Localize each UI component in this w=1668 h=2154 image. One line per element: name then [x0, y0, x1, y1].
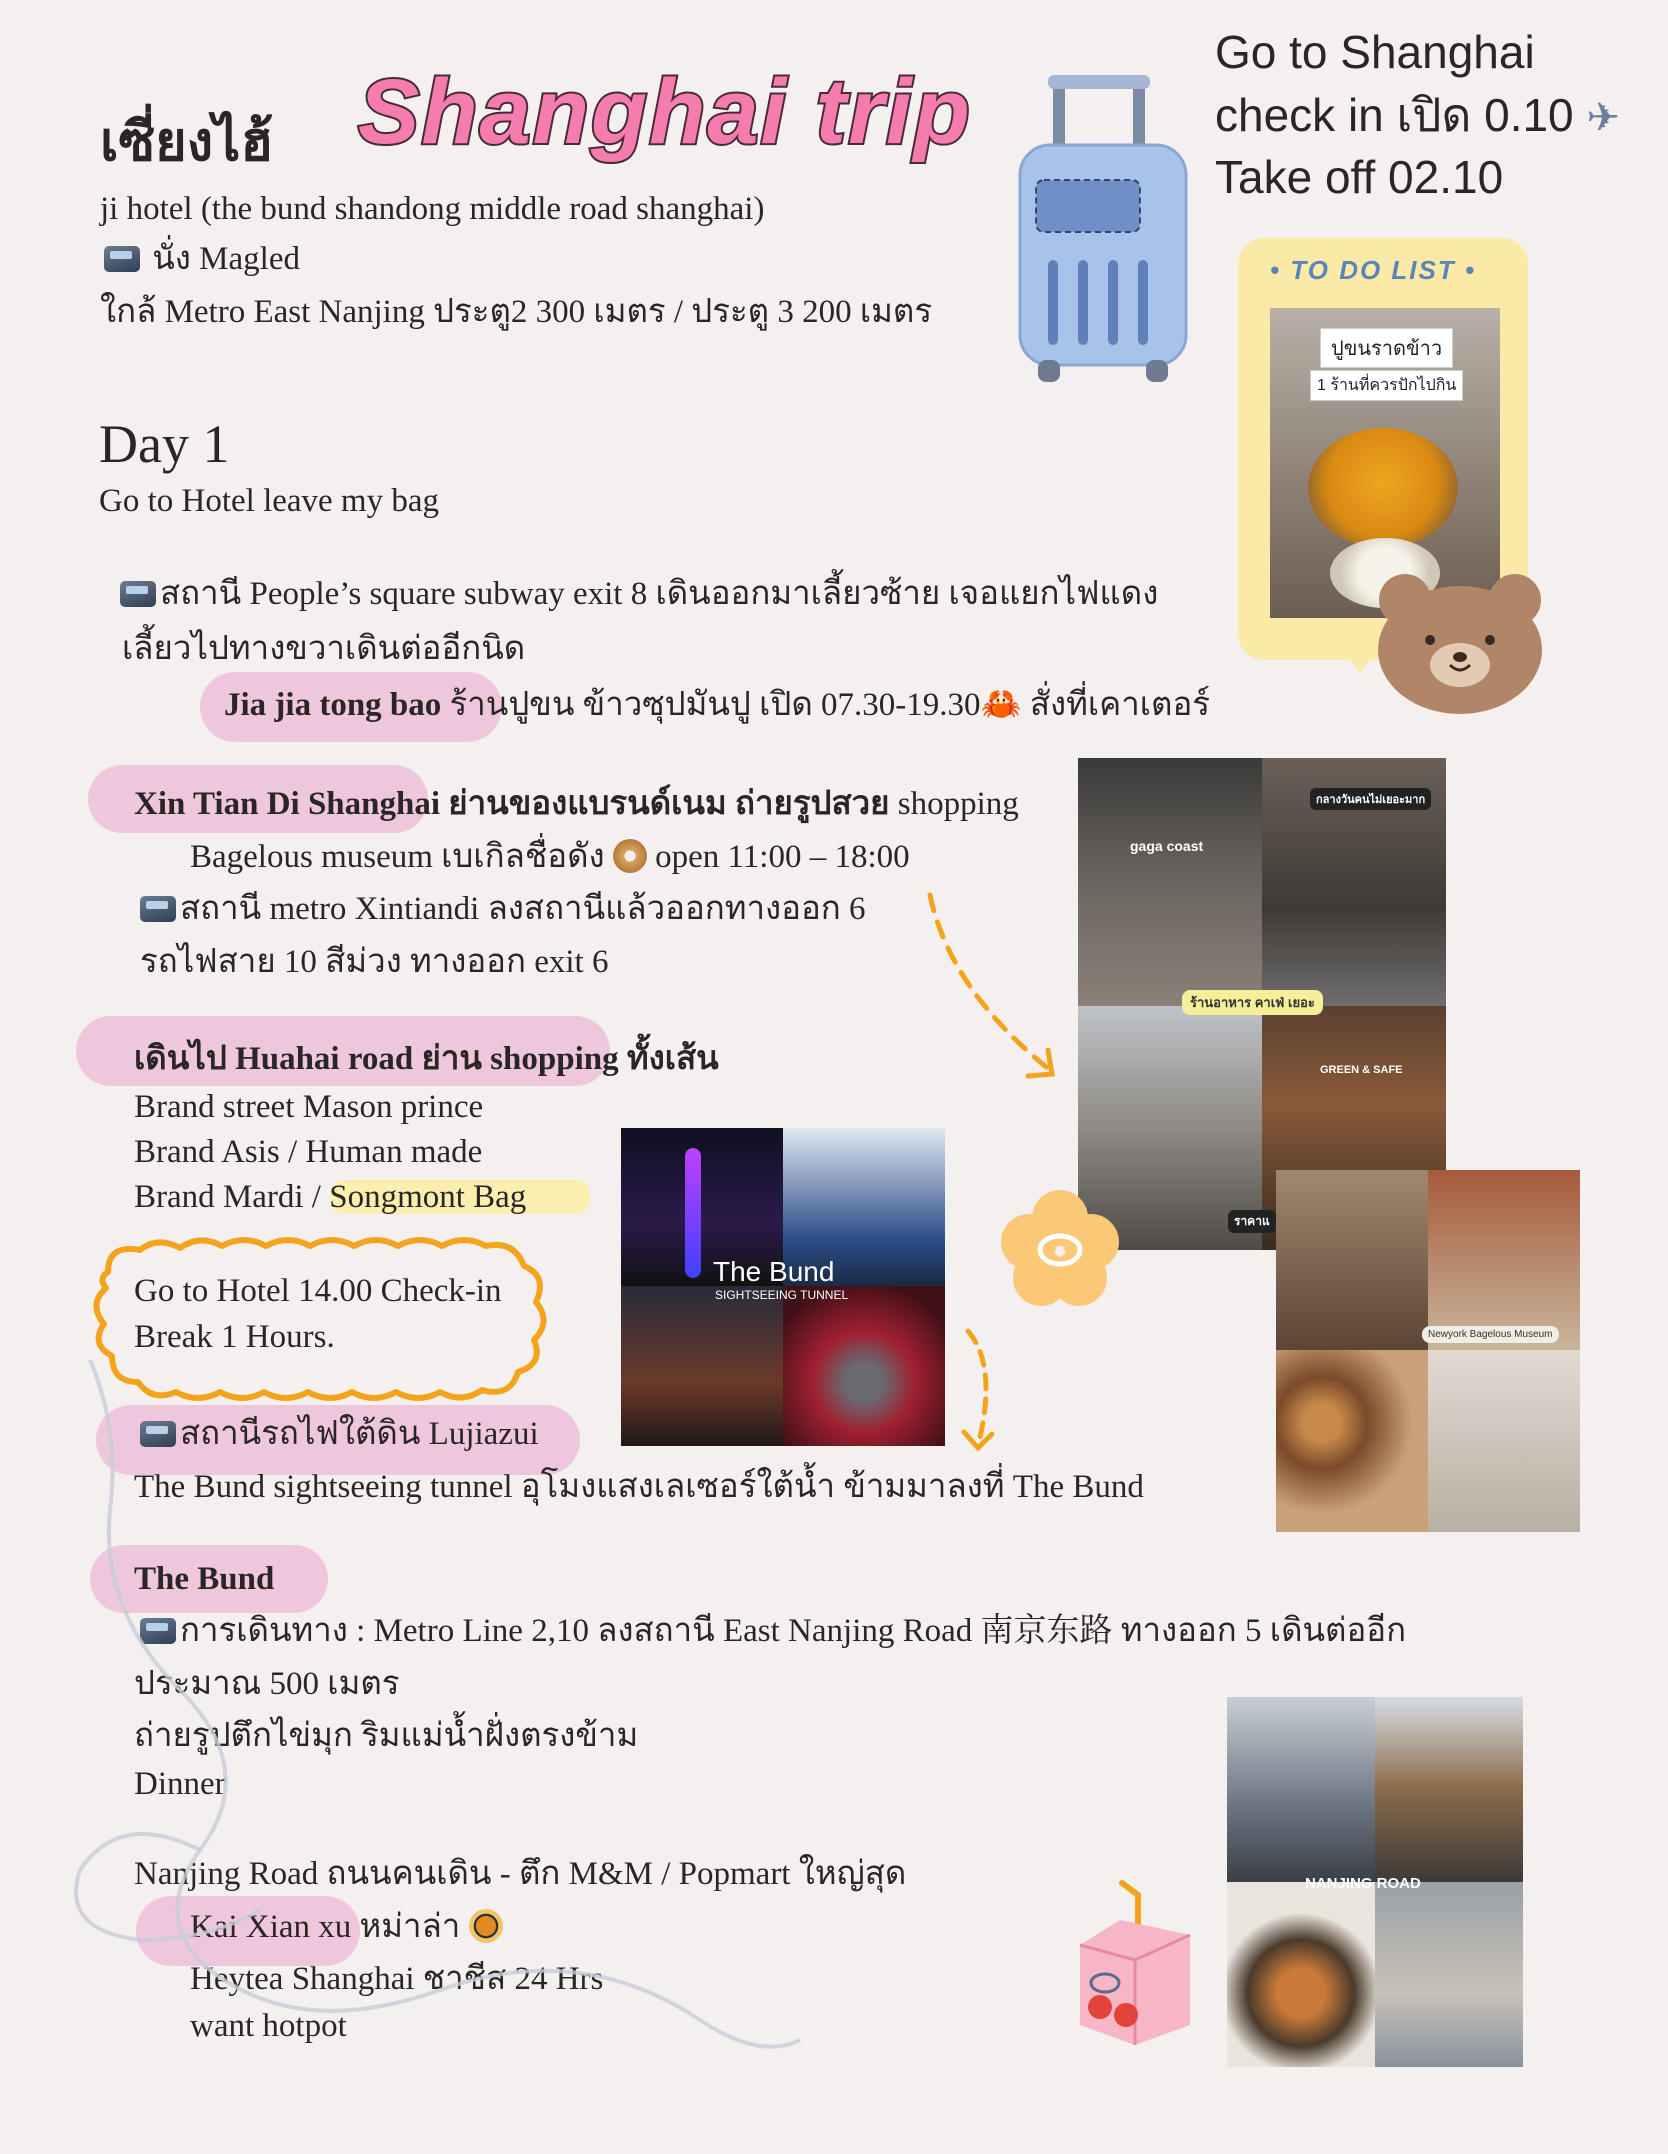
bagel-collage: [1276, 1170, 1580, 1532]
xtd-mid-label: ร้านอาหาร คาเฟ่ เยอะ: [1182, 990, 1323, 1015]
airplane-icon: ✈: [1586, 96, 1620, 140]
todo-title: • TO DO LIST •: [1270, 255, 1477, 285]
day-intro: Go to Hotel leave my bag: [99, 483, 439, 519]
todo-title-text: TO DO LIST: [1290, 255, 1456, 285]
xintiandi-tail: shopping: [897, 786, 1019, 822]
hotel-break-line2: Break 1 Hours.: [134, 1319, 335, 1355]
bagel-icon: [613, 839, 647, 873]
nanjing-line4: want hotpot: [190, 2008, 347, 2044]
metro-icon: [140, 896, 176, 922]
nanjing-label: NANJING ROAD: [1305, 1875, 1421, 1892]
xintiandi-station: สถานี metro Xintiandi ลงสถานีแล้วออกทางออก 6: [180, 891, 866, 927]
green-label: GREEN & SAFE: [1320, 1064, 1403, 1076]
xintiandi-line4: รถไฟสาย 10 สีม่วง ทางออก exit 6: [140, 944, 609, 980]
todo-card-title: ปูขนราดข้าว: [1320, 328, 1453, 368]
milk-carton-icon: [1060, 1875, 1210, 2055]
gaga-label: gaga coast: [1130, 838, 1204, 854]
xintiandi-title: Xin Tian Di Shanghai: [134, 786, 441, 822]
bagelous-hours: open 11:00 – 18:00: [655, 839, 910, 875]
bund-photo-sub: SIGHTSEEING TUNNEL: [715, 1288, 849, 1302]
day-title: Day 1: [99, 414, 230, 474]
jiajia-name: Jia jia tong bao: [224, 687, 442, 723]
metro-note: ใกล้ Metro East Nanjing ประตู2 300 เมตร / ประตู 3 200 เมตร: [100, 294, 933, 330]
flight-line-2-text: check in เปิด 0.10: [1215, 89, 1574, 141]
xintiandi-title-line: [134, 785, 1019, 825]
hotel-name: ji hotel (the bund shandong middle road shanghai): [100, 191, 765, 227]
title-script: Shanghai trip: [358, 61, 972, 163]
xintiandi-desc: ย่านของแบรนด์เนม ถ่ายรูปสวย: [448, 786, 890, 822]
bund-title: The Bund: [134, 1561, 275, 1597]
nanjing-line3: Heytea Shanghai ชาชีส 24 Hrs: [190, 1961, 604, 1997]
bear-icon: [1370, 565, 1550, 715]
kaixian-text: Kai Xian xu หม่าล่า: [190, 1909, 461, 1945]
bund-photo-title: The Bund: [713, 1256, 835, 1287]
bund-route: การเดินทาง : Metro Line 2,10 ลงสถานี East Nanjing Road 南京东路 ทางออก 5 เดินต่ออีก: [180, 1613, 1407, 1649]
bagel-label: Newyork Bagelous Museum: [1422, 1326, 1559, 1343]
nanjing-title: Nanjing Road ถนนคนเดิน - ตึก M&M / Popmart ใหญ่สุด: [134, 1856, 907, 1892]
title-thai: เซี่ยงไฮ้: [100, 112, 274, 172]
hotel-break-line1: Go to Hotel 14.00 Check-in: [134, 1273, 502, 1309]
huahai-title: เดินไป Huahai road ย่าน shopping ทั้งเส้น: [134, 1041, 719, 1077]
peoples-square-line2: เลี้ยวไปทางขวาเดินต่ออีกนิด: [122, 631, 526, 667]
xintiandi-line3: [140, 890, 866, 930]
transport-line: [104, 240, 300, 280]
bund-route-2: ประมาณ 500 เมตร: [134, 1666, 400, 1702]
crab-icon: 🦀: [980, 687, 1022, 723]
peoples-square-line1: [120, 575, 1158, 615]
transport-text: นั่ง Magled: [152, 241, 300, 277]
nanjing-collage: [1227, 1697, 1523, 2067]
huahai-brand3: Brand Mardi / Songmont Bag: [134, 1179, 527, 1215]
todo-card-sub: 1 ร้านที่ควรปักไปกิน: [1310, 370, 1463, 401]
arrow-decoration-1: [920, 890, 1070, 1110]
bagelous-text: Bagelous museum เบเกิลชื่อดัง: [190, 839, 605, 875]
bund-photo: ถ่ายรูปตึกไข่มุก ริมแม่น้ำฝั่งตรงข้าม: [134, 1718, 639, 1754]
bund-collage: [621, 1128, 945, 1446]
suitcase-icon: [1008, 70, 1198, 390]
lujiazui-station: สถานีรถไฟใต้ดิน Lujiazui: [180, 1416, 539, 1452]
xtd-bot-label: ราคาแ: [1228, 1210, 1276, 1233]
lujiazui-tunnel: The Bund sightseeing tunnel อุโมงแสงเลเซอร์ใต้น้ำ ข้ามมาลงที่ The Bund: [134, 1469, 1144, 1505]
arrow-decoration-2: [958, 1326, 1018, 1456]
flight-line-2: [1215, 88, 1620, 143]
xtd-top-label: กลางวันคนไม่เยอะมาก: [1310, 788, 1431, 810]
huahai-brand2: Brand Asis / Human made: [134, 1134, 483, 1170]
bund-dinner: Dinner: [134, 1766, 226, 1802]
metro-icon: [120, 581, 156, 607]
peoples-square-text: สถานี People’s square subway exit 8 เดินออกมาเลี้ยวซ้าย เจอแยกไฟแดง: [160, 576, 1159, 612]
flight-line-3: Take off 02.10: [1215, 151, 1504, 203]
xintiandi-line2: [190, 838, 910, 878]
huahai-brand1: Brand street Mason prince: [134, 1089, 484, 1125]
flower-icon: [995, 1190, 1125, 1310]
flight-line-1: Go to Shanghai: [1215, 26, 1535, 78]
jiajia-tail: สั่งที่เคาเตอร์: [1029, 687, 1211, 723]
jiajia-desc: ร้านปูขน ข้าวซุปมันปู เปิด 07.30-19.30: [449, 687, 981, 723]
metro-icon: [104, 246, 140, 272]
jiajia-line: [224, 686, 1210, 726]
